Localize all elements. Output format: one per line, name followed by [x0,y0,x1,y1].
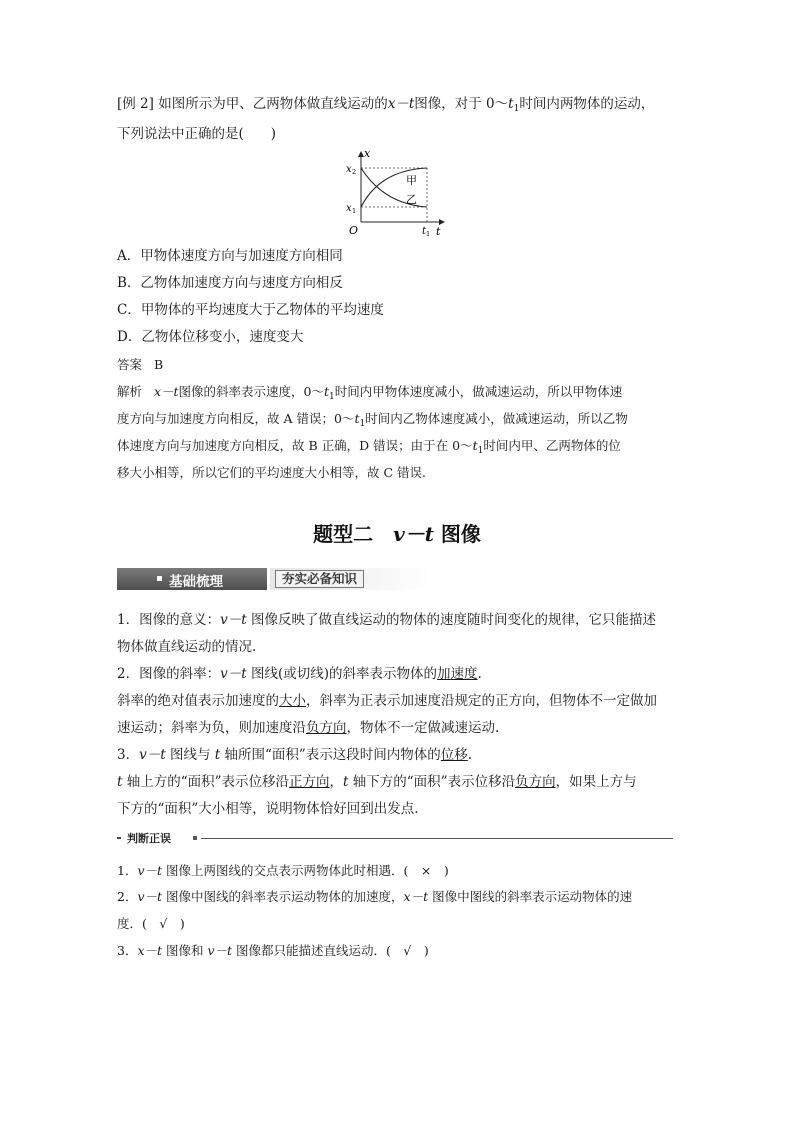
judge-item-1: 1．v－t 图像上两图线的交点表示两物体此时相遇．( × ) [117,863,449,878]
analysis-label: 解析 [117,384,143,399]
judge-header [117,831,673,845]
t1-sub: 1 [426,230,431,238]
axis-t-label: t [436,225,441,238]
judge-item-2-line-2: 度．( √ ) [117,916,185,931]
banner-square-icon [157,576,162,581]
curve-jia [361,168,427,207]
point-2-line: 2．图像的斜率：v－t 图线(或切线)的斜率表示物体的加速度. [117,666,482,682]
analysis-line-3: 体速度方向与加速度方向相反，故 B 正确，D 错误；由于在 $0\sim t_1$时间内甲、乙两物体的位 [117,438,621,456]
answer-label: 答案 [117,357,143,372]
answer-line [117,355,163,375]
point-2-detail-line-2: 速运动；斜率为负，则加速度沿负方向，物体不一定做减速运动. [117,720,500,736]
analysis-line-2: 度方向与加速度方向相反，故 A 错误；$0\sim t_1$时间内乙物体速度减小，做减速运动，所以乙物 [117,411,628,429]
option-c: C．甲物体的平均速度大于乙物体的平均速度 [117,302,384,318]
point-1-line-2: 物体做直线运动的情况. [117,639,257,655]
judge-item-2-line-1: 2．v－t 图像中图线的斜率表示运动物体的加速度，x－t 图像中图线的斜率表示运动物体的速 [117,889,633,904]
basics-banner [117,568,432,590]
section-title: 题型二 v－t 图像 [313,522,481,546]
point-3-detail-line-1: t 轴上方的“面积”表示位移沿正方向，t 轴下方的“面积”表示位移沿负方向，如果上方与 [117,774,637,790]
judge-item-3: 3．x－t 图像和 v－t 图像都只能描述直线运动．( √ ) [117,943,429,958]
banner-main-label: 基础梳理 [169,574,223,590]
example-question-line-1: [例 2] 如图所示为甲、乙两物体做直线运动的x－t图像，对于 $0\sim t_1$时间内两物体的运动， [117,96,655,114]
curve-yi [361,168,427,207]
axis-x-label: x [364,147,371,160]
judge-rule [201,838,673,839]
point-3-detail-line-2: 下方的“面积”大小相等，说明物体恰好回到出发点. [117,801,419,817]
example-tag: [例 2] [117,96,154,112]
xt-graph-figure [340,146,450,238]
point-3-line: 3．v－t 图线与 t 轴所围“面积”表示这段时间内物体的位移. [117,747,473,763]
option-a: A．甲物体速度方向与加速度方向相同 [117,248,343,264]
point-1-line-1: 1．图像的意义：v－t 图像反映了做直线运动的物体的速度随时间变化的规律，它只能描述 [117,612,656,628]
x1-label: x [346,203,352,214]
example-question-line-2: 下列说法中正确的是( ) [117,126,277,142]
x2-sub: 2 [352,168,357,176]
analysis-line-1: 解析 x－t图像的斜率表示速度，$0\sim t_1$时间内甲物体速度减小，做减速运动，所以甲物体速 [117,384,623,402]
label-yi: 乙 [406,193,417,206]
x2-label: x [346,164,352,175]
judge-header-label: 判断正误 [127,832,171,845]
point-2-detail-line-1: 斜率的绝对值表示加速度的大小，斜率为正表示加速度沿规定的正方向，但物体不一定做加 [117,693,657,709]
answer-value: B [153,357,164,372]
origin-label: O [349,224,359,237]
analysis-line-4: 移大小相等，所以它们的平均速度大小相等，故 C 错误. [117,465,426,480]
banner-side-label: 夯实必备知识 [275,570,364,588]
label-jia: 甲 [406,174,417,187]
t1-label: t [422,226,427,237]
x1-sub: 1 [352,207,357,215]
option-d: D．乙物体位移变小，速度变大 [117,329,304,345]
option-b: B．乙物体加速度方向与速度方向相反 [117,275,343,291]
